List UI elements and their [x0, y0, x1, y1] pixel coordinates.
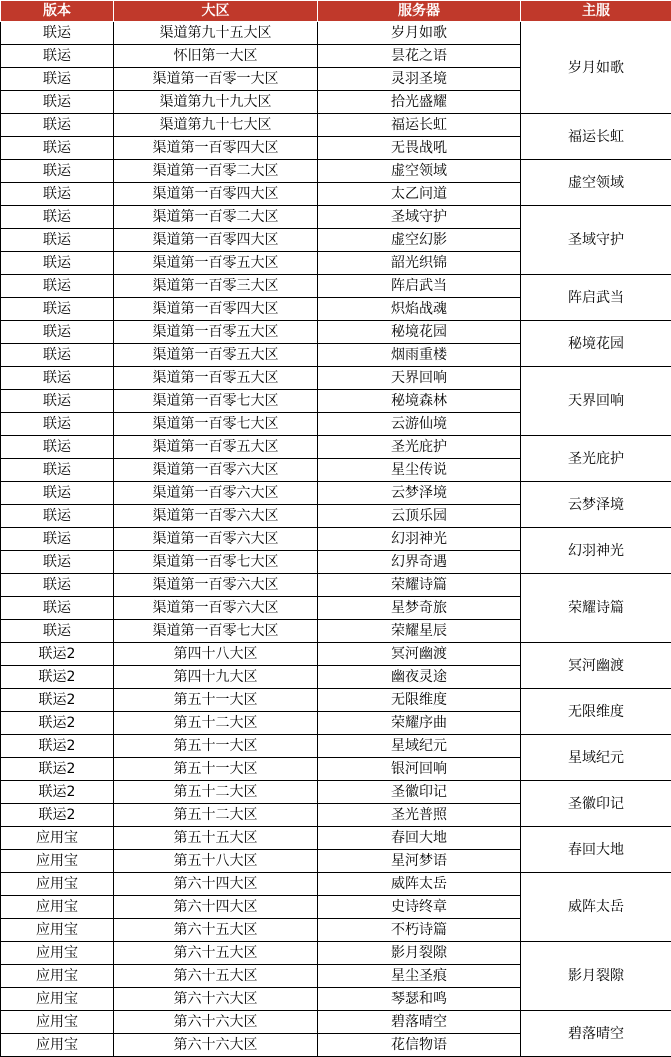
- cell-region: 第五十二大区: [114, 804, 318, 827]
- cell-version: 应用宝: [1, 873, 114, 896]
- cell-server: 昙花之语: [318, 45, 521, 68]
- table-row: [1, 942, 671, 965]
- cell-region: 渠道第一百零七大区: [114, 620, 318, 643]
- cell-version: 应用宝: [1, 896, 114, 919]
- cell-server: 碧落晴空: [318, 1011, 521, 1034]
- cell-server: 云游仙境: [318, 413, 521, 436]
- header-server: 服务器: [318, 1, 521, 22]
- cell-version: 联运2: [1, 781, 114, 804]
- cell-server: 灵羽圣境: [318, 68, 521, 91]
- cell-server: 影月裂隙: [318, 942, 521, 965]
- cell-region: 第五十一大区: [114, 758, 318, 781]
- cell-version: 应用宝: [1, 988, 114, 1011]
- table-row: [1, 574, 671, 597]
- cell-server: 秘境森林: [318, 390, 521, 413]
- cell-main-server: 阵启武当: [521, 275, 671, 321]
- cell-main-server: 岁月如歌: [521, 22, 671, 114]
- cell-server: 太乙问道: [318, 183, 521, 206]
- cell-region: 渠道第一百零六大区: [114, 597, 318, 620]
- cell-region: 渠道第一百零四大区: [114, 183, 318, 206]
- cell-version: 联运: [1, 620, 114, 643]
- cell-main-server: 圣域守护: [521, 206, 671, 275]
- cell-server: 荣耀诗篇: [318, 574, 521, 597]
- cell-region: 渠道第一百零七大区: [114, 413, 318, 436]
- cell-version: 联运: [1, 91, 114, 114]
- cell-region: 渠道第一百零五大区: [114, 344, 318, 367]
- cell-version: 联运: [1, 390, 114, 413]
- cell-server: 星梦奇旅: [318, 597, 521, 620]
- cell-region: 渠道第一百零一大区: [114, 68, 318, 91]
- cell-version: 联运: [1, 574, 114, 597]
- table-row: [1, 321, 671, 344]
- cell-server: 无畏战吼: [318, 137, 521, 160]
- cell-region: 渠道第一百零二大区: [114, 206, 318, 229]
- table-header: [1, 1, 671, 22]
- cell-server: 炽焰战魂: [318, 298, 521, 321]
- cell-version: 联运: [1, 298, 114, 321]
- cell-version: 联运: [1, 528, 114, 551]
- cell-version: 联运: [1, 229, 114, 252]
- cell-main-server: 幻羽神光: [521, 528, 671, 574]
- cell-region: 怀旧第一大区: [114, 45, 318, 68]
- cell-version: 联运: [1, 206, 114, 229]
- table-row: [1, 873, 671, 896]
- cell-version: 联运2: [1, 735, 114, 758]
- cell-version: 联运: [1, 252, 114, 275]
- cell-version: 联运: [1, 551, 114, 574]
- cell-region: 渠道第一百零五大区: [114, 436, 318, 459]
- cell-version: 联运: [1, 68, 114, 91]
- cell-server: 烟雨重楼: [318, 344, 521, 367]
- cell-server: 威阵太岳: [318, 873, 521, 896]
- cell-server: 幽夜灵途: [318, 666, 521, 689]
- cell-server: 阵启武当: [318, 275, 521, 298]
- cell-region: 渠道第一百零六大区: [114, 482, 318, 505]
- table-row: [1, 206, 671, 229]
- cell-main-server: 无限维度: [521, 689, 671, 735]
- cell-main-server: 天界回响: [521, 367, 671, 436]
- cell-main-server: 星域纪元: [521, 735, 671, 781]
- table-body: [1, 22, 671, 1057]
- cell-server: 云顶乐园: [318, 505, 521, 528]
- cell-region: 渠道第九十五大区: [114, 22, 318, 45]
- cell-server: 幻界奇遇: [318, 551, 521, 574]
- cell-region: 第五十一大区: [114, 689, 318, 712]
- table-row: [1, 1011, 671, 1034]
- cell-main-server: 荣耀诗篇: [521, 574, 671, 643]
- table-row: [1, 160, 671, 183]
- table-row: [1, 643, 671, 666]
- table-row: [1, 482, 671, 505]
- cell-region: 第六十四大区: [114, 896, 318, 919]
- cell-server: 无限维度: [318, 689, 521, 712]
- cell-region: 渠道第一百零二大区: [114, 160, 318, 183]
- cell-server: 福运长虹: [318, 114, 521, 137]
- cell-version: 联运: [1, 436, 114, 459]
- cell-region: 渠道第一百零五大区: [114, 367, 318, 390]
- cell-region: 第六十六大区: [114, 1034, 318, 1057]
- cell-server: 秘境花园: [318, 321, 521, 344]
- table-row: [1, 781, 671, 804]
- cell-region: 渠道第一百零四大区: [114, 137, 318, 160]
- cell-version: 应用宝: [1, 965, 114, 988]
- cell-region: 第六十六大区: [114, 988, 318, 1011]
- cell-main-server: 碧落晴空: [521, 1011, 671, 1057]
- table-row: [1, 275, 671, 298]
- cell-server: 史诗终章: [318, 896, 521, 919]
- cell-server: 圣域守护: [318, 206, 521, 229]
- cell-main-server: 虚空领域: [521, 160, 671, 206]
- cell-region: 渠道第一百零六大区: [114, 505, 318, 528]
- cell-version: 联运2: [1, 712, 114, 735]
- cell-version: 应用宝: [1, 827, 114, 850]
- cell-version: 联运: [1, 137, 114, 160]
- cell-server: 幻羽神光: [318, 528, 521, 551]
- cell-version: 联运2: [1, 666, 114, 689]
- cell-main-server: 冥河幽渡: [521, 643, 671, 689]
- cell-server: 圣徽印记: [318, 781, 521, 804]
- cell-server: 琴瑟和鸣: [318, 988, 521, 1011]
- cell-version: 联运: [1, 597, 114, 620]
- cell-main-server: 影月裂隙: [521, 942, 671, 1011]
- cell-region: 第五十一大区: [114, 735, 318, 758]
- cell-server: 岁月如歌: [318, 22, 521, 45]
- cell-server: 冥河幽渡: [318, 643, 521, 666]
- cell-version: 联运: [1, 183, 114, 206]
- cell-region: 渠道第一百零四大区: [114, 298, 318, 321]
- cell-region: 渠道第一百零六大区: [114, 459, 318, 482]
- cell-region: 渠道第一百零六大区: [114, 528, 318, 551]
- cell-main-server: 秘境花园: [521, 321, 671, 367]
- table-row: [1, 689, 671, 712]
- cell-main-server: 云梦泽境: [521, 482, 671, 528]
- header-version: 版本: [1, 1, 114, 22]
- cell-region: 渠道第一百零四大区: [114, 229, 318, 252]
- cell-region: 渠道第九十九大区: [114, 91, 318, 114]
- cell-region: 第六十五大区: [114, 919, 318, 942]
- cell-server: 拾光盛耀: [318, 91, 521, 114]
- cell-server: 星尘传说: [318, 459, 521, 482]
- cell-region: 第五十二大区: [114, 712, 318, 735]
- cell-region: 第四十九大区: [114, 666, 318, 689]
- cell-region: 第五十二大区: [114, 781, 318, 804]
- table-row: [1, 22, 671, 45]
- cell-server: 星域纪元: [318, 735, 521, 758]
- cell-version: 联运: [1, 413, 114, 436]
- cell-main-server: 威阵太岳: [521, 873, 671, 942]
- cell-region: 渠道第一百零七大区: [114, 551, 318, 574]
- cell-server: 荣耀星辰: [318, 620, 521, 643]
- cell-main-server: 春回大地: [521, 827, 671, 873]
- cell-version: 应用宝: [1, 1034, 114, 1057]
- cell-region: 第六十四大区: [114, 873, 318, 896]
- header-row: [1, 1, 671, 22]
- cell-version: 联运: [1, 505, 114, 528]
- cell-version: 联运: [1, 160, 114, 183]
- cell-server: 圣光普照: [318, 804, 521, 827]
- cell-main-server: 福运长虹: [521, 114, 671, 160]
- cell-version: 联运: [1, 344, 114, 367]
- cell-server: 云梦泽境: [318, 482, 521, 505]
- cell-server: 星尘圣痕: [318, 965, 521, 988]
- cell-server: 虚空幻影: [318, 229, 521, 252]
- cell-version: 联运: [1, 459, 114, 482]
- cell-version: 联运: [1, 482, 114, 505]
- cell-region: 第六十五大区: [114, 942, 318, 965]
- cell-server: 春回大地: [318, 827, 521, 850]
- cell-region: 渠道第一百零五大区: [114, 252, 318, 275]
- cell-region: 第六十六大区: [114, 1011, 318, 1034]
- table-row: [1, 528, 671, 551]
- cell-server: 韶光织锦: [318, 252, 521, 275]
- cell-version: 应用宝: [1, 919, 114, 942]
- cell-version: 联运: [1, 114, 114, 137]
- cell-version: 应用宝: [1, 850, 114, 873]
- cell-version: 联运2: [1, 804, 114, 827]
- cell-version: 应用宝: [1, 1011, 114, 1034]
- cell-server: 荣耀序曲: [318, 712, 521, 735]
- cell-region: 第六十五大区: [114, 965, 318, 988]
- cell-region: 第五十八大区: [114, 850, 318, 873]
- cell-version: 联运2: [1, 689, 114, 712]
- cell-region: 渠道第九十七大区: [114, 114, 318, 137]
- cell-version: 联运: [1, 321, 114, 344]
- cell-version: 应用宝: [1, 942, 114, 965]
- cell-region: 第五十五大区: [114, 827, 318, 850]
- cell-server: 银河回响: [318, 758, 521, 781]
- cell-server: 不朽诗篇: [318, 919, 521, 942]
- cell-version: 联运2: [1, 758, 114, 781]
- cell-region: 渠道第一百零七大区: [114, 390, 318, 413]
- table-row: [1, 367, 671, 390]
- cell-version: 联运: [1, 275, 114, 298]
- cell-server: 天界回响: [318, 367, 521, 390]
- cell-region: 第四十八大区: [114, 643, 318, 666]
- cell-server: 花信物语: [318, 1034, 521, 1057]
- table-row: [1, 735, 671, 758]
- cell-version: 联运: [1, 22, 114, 45]
- cell-server: 虚空领域: [318, 160, 521, 183]
- cell-main-server: 圣徽印记: [521, 781, 671, 827]
- cell-version: 联运: [1, 45, 114, 68]
- cell-server: 圣光庇护: [318, 436, 521, 459]
- cell-region: 渠道第一百零三大区: [114, 275, 318, 298]
- cell-server: 星河梦语: [318, 850, 521, 873]
- table-row: [1, 827, 671, 850]
- table-row: [1, 114, 671, 137]
- table-row: [1, 436, 671, 459]
- header-region: 大区: [114, 1, 318, 22]
- cell-region: 渠道第一百零五大区: [114, 321, 318, 344]
- cell-region: 渠道第一百零六大区: [114, 574, 318, 597]
- cell-version: 联运: [1, 367, 114, 390]
- cell-version: 联运2: [1, 643, 114, 666]
- header-main-server: 主服: [521, 1, 671, 22]
- cell-main-server: 圣光庇护: [521, 436, 671, 482]
